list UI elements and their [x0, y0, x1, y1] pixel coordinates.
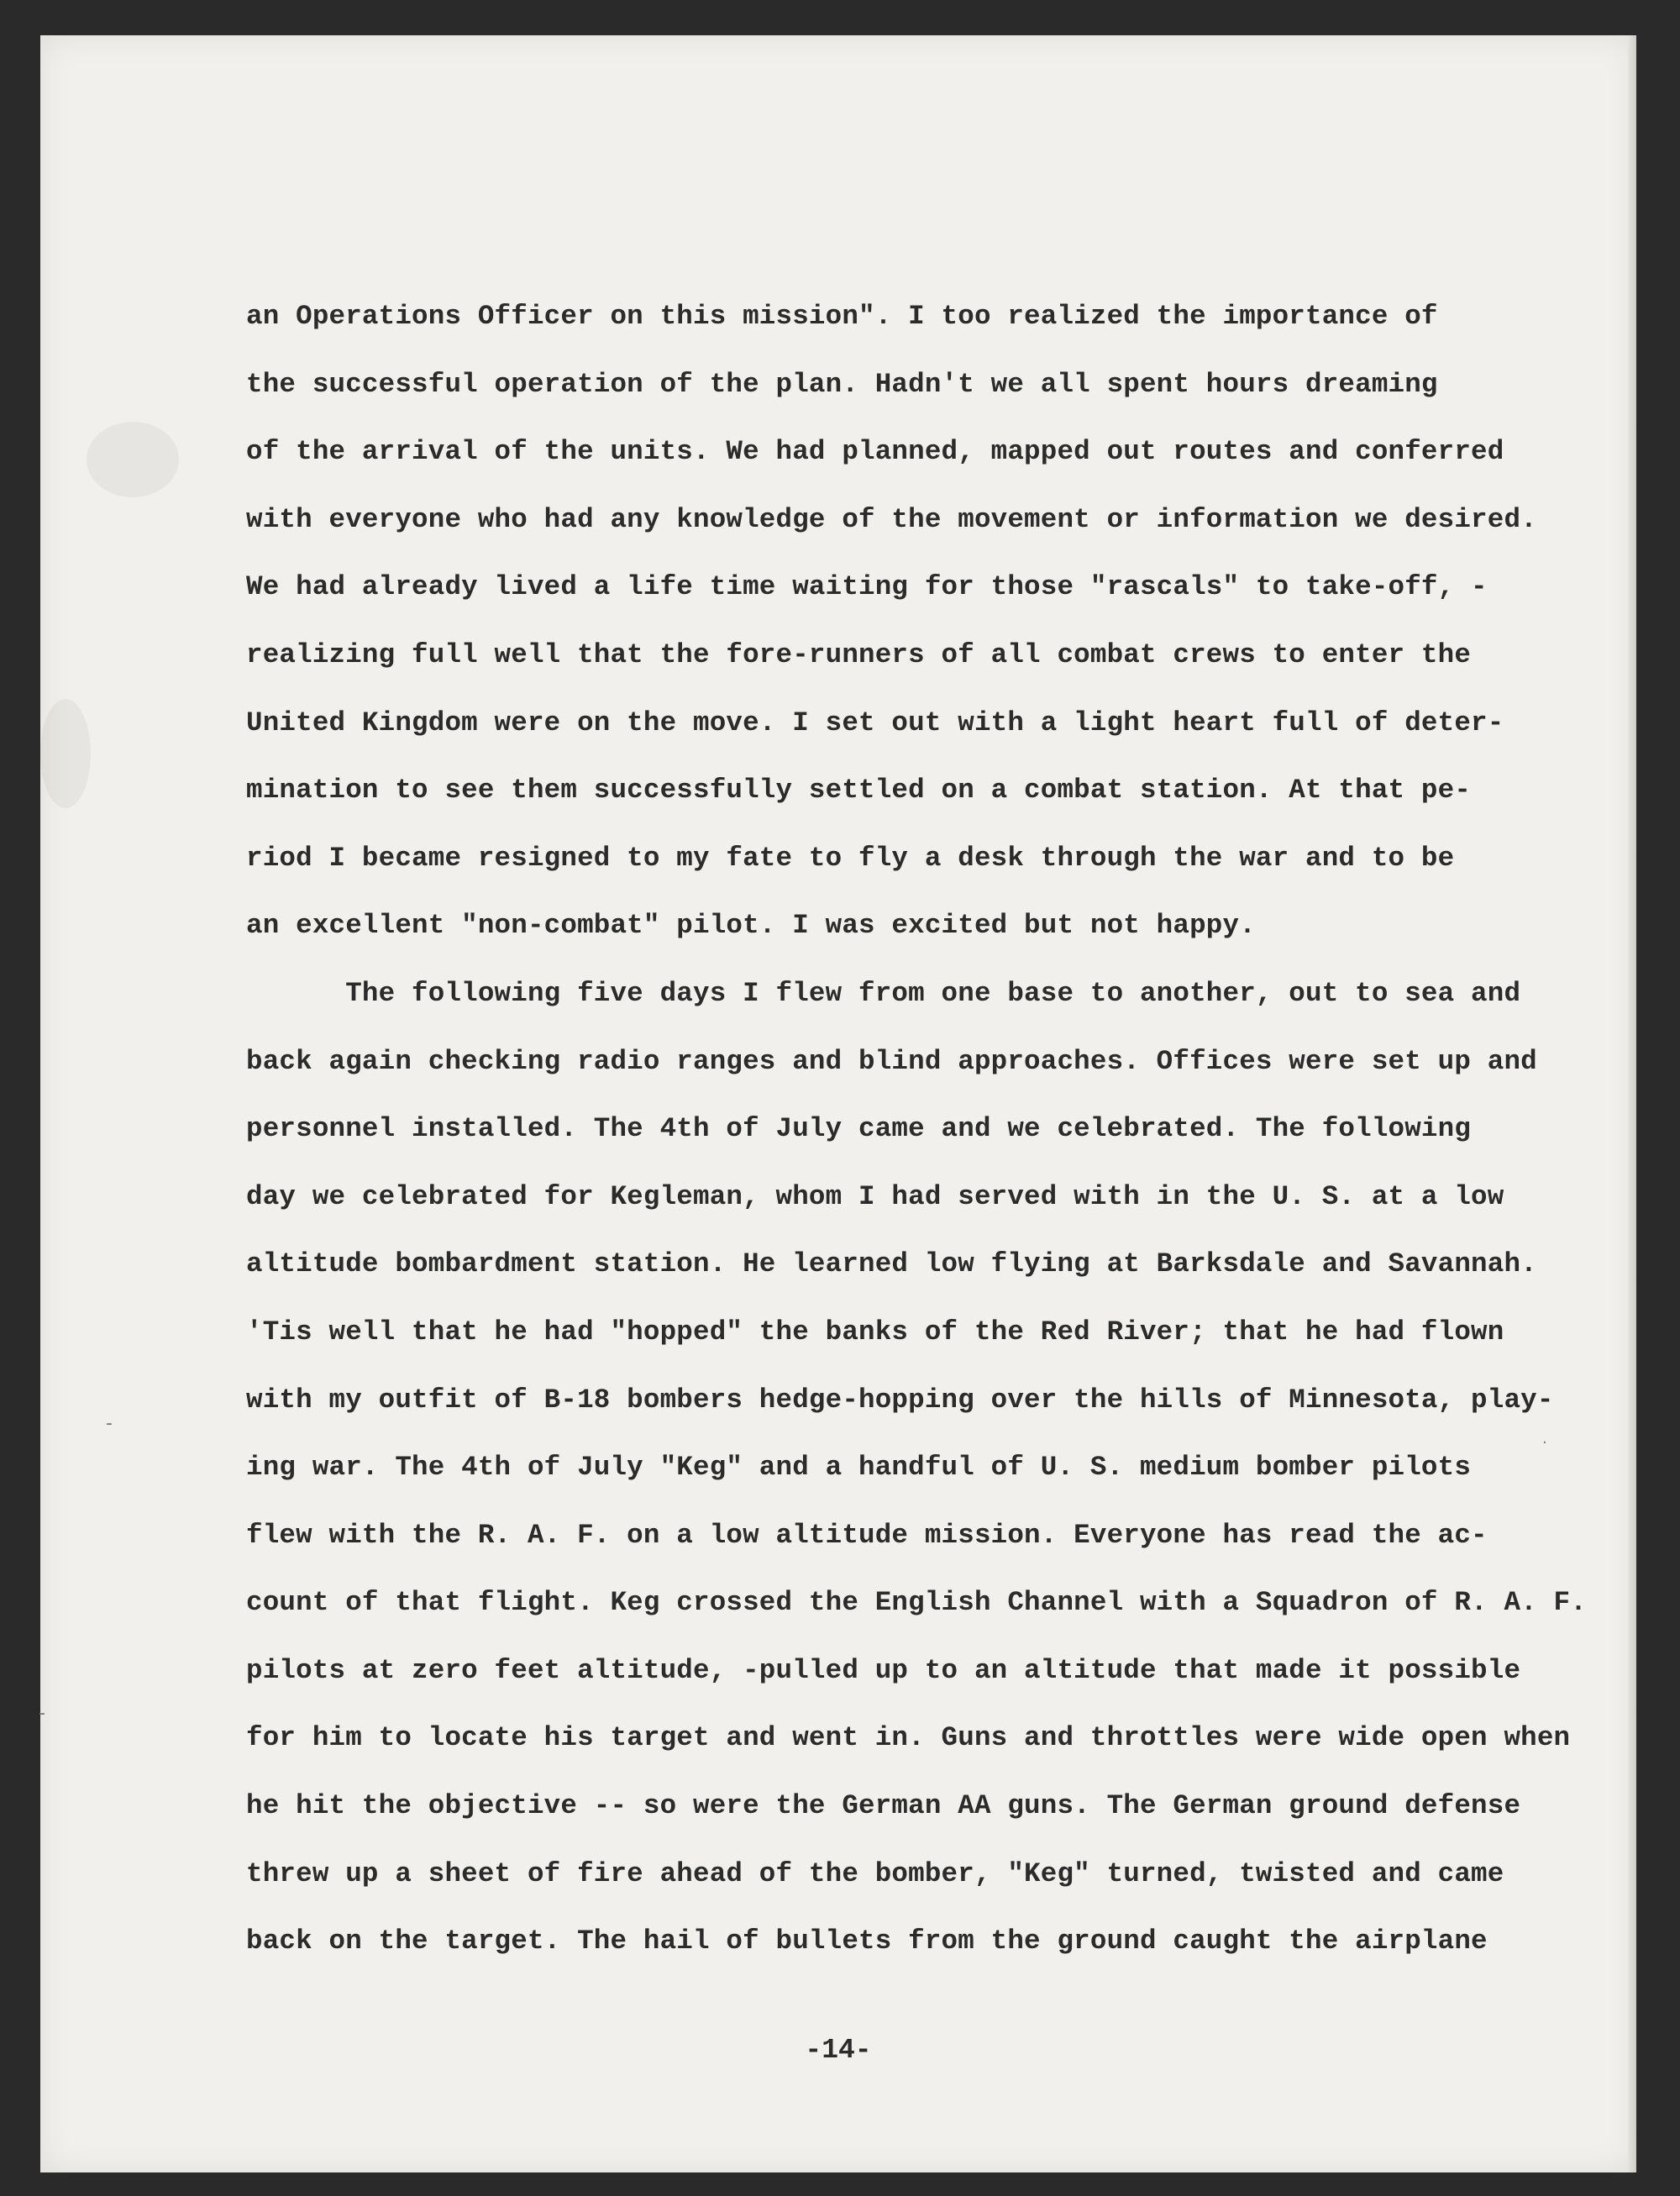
text-line: he hit the objective -- so were the German AA guns. The German ground defense	[246, 1790, 1521, 1822]
text-line: with everyone who had any knowledge of the movement or information we desired.	[246, 503, 1537, 535]
text-line: altitude bombardment station. He learned low flying at Barksdale and Savannah.	[246, 1248, 1537, 1280]
text-line: ing war. The 4th of July "Keg" and a handful of U. S. medium bomber pilots	[246, 1452, 1472, 1484]
text-line: day we celebrated for Kegleman, whom I had served with in the U. S. at a low	[246, 1180, 1504, 1212]
margin-mark: ·	[1542, 1434, 1547, 1452]
text-line: mination to see them successfully settled on a combat station. At that pe-	[246, 775, 1472, 806]
body-text	[246, 283, 1641, 1976]
text-line: count of that flight. Keg crossed the English Channel with a Squadron of R. A. F.	[246, 1587, 1587, 1619]
text-line: realizing full well that the fore-runners of all combat crews to enter the	[246, 638, 1472, 670]
text-line: with my outfit of B-18 bombers hedge-hopping over the hills of Minnesota, play-	[246, 1384, 1554, 1416]
paper-stain	[87, 422, 179, 497]
text-line: riod I became resigned to my fate to fly a desk through the war and to be	[246, 842, 1455, 874]
text-line: back on the target. The hail of bullets from the ground caught the airplane	[246, 1925, 1488, 1957]
text-line: for him to locate his target and went in. Guns and throttles were wide open when	[246, 1722, 1571, 1754]
margin-mark: -	[106, 1413, 113, 1434]
text-line: pilots at zero feet altitude, -pulled up to an altitude that made it possible	[246, 1654, 1521, 1686]
text-line: personnel installed. The 4th of July came and we celebrated. The following	[246, 1113, 1472, 1145]
page-number: -14-	[805, 2035, 872, 2066]
text-line: flew with the R. A. F. on a low altitude mission. Everyone has read the ac-	[246, 1519, 1488, 1551]
text-line: We had already lived a life time waiting for those "rascals" to take-off, -	[246, 571, 1488, 603]
text-line: 'Tis well that he had "hopped" the banks of the Red River; that he had flown	[246, 1316, 1504, 1348]
text-line: back again checking radio ranges and blind approaches. Offices were set up and	[246, 1045, 1537, 1077]
text-line: an excellent "non-combat" pilot. I was excited but not happy.	[246, 910, 1256, 942]
text-line: threw up a sheet of fire ahead of the bomber, "Keg" turned, twisted and came	[246, 1857, 1504, 1889]
margin-mark: -	[39, 1703, 45, 1724]
document-page	[40, 35, 1636, 2172]
text-line: of the arrival of the units. We had planned, mapped out routes and conferred	[246, 436, 1504, 468]
paper-stain	[40, 699, 91, 808]
text-line: the successful operation of the plan. Hadn't we all spent hours dreaming	[246, 368, 1438, 400]
text-line: an Operations Officer on this mission". I too realized the importance of	[246, 301, 1438, 332]
text-line: United Kingdom were on the move. I set out with a light heart full of deter-	[246, 707, 1504, 738]
text-line: The following five days I flew from one base to another, out to sea and	[246, 977, 1521, 1009]
